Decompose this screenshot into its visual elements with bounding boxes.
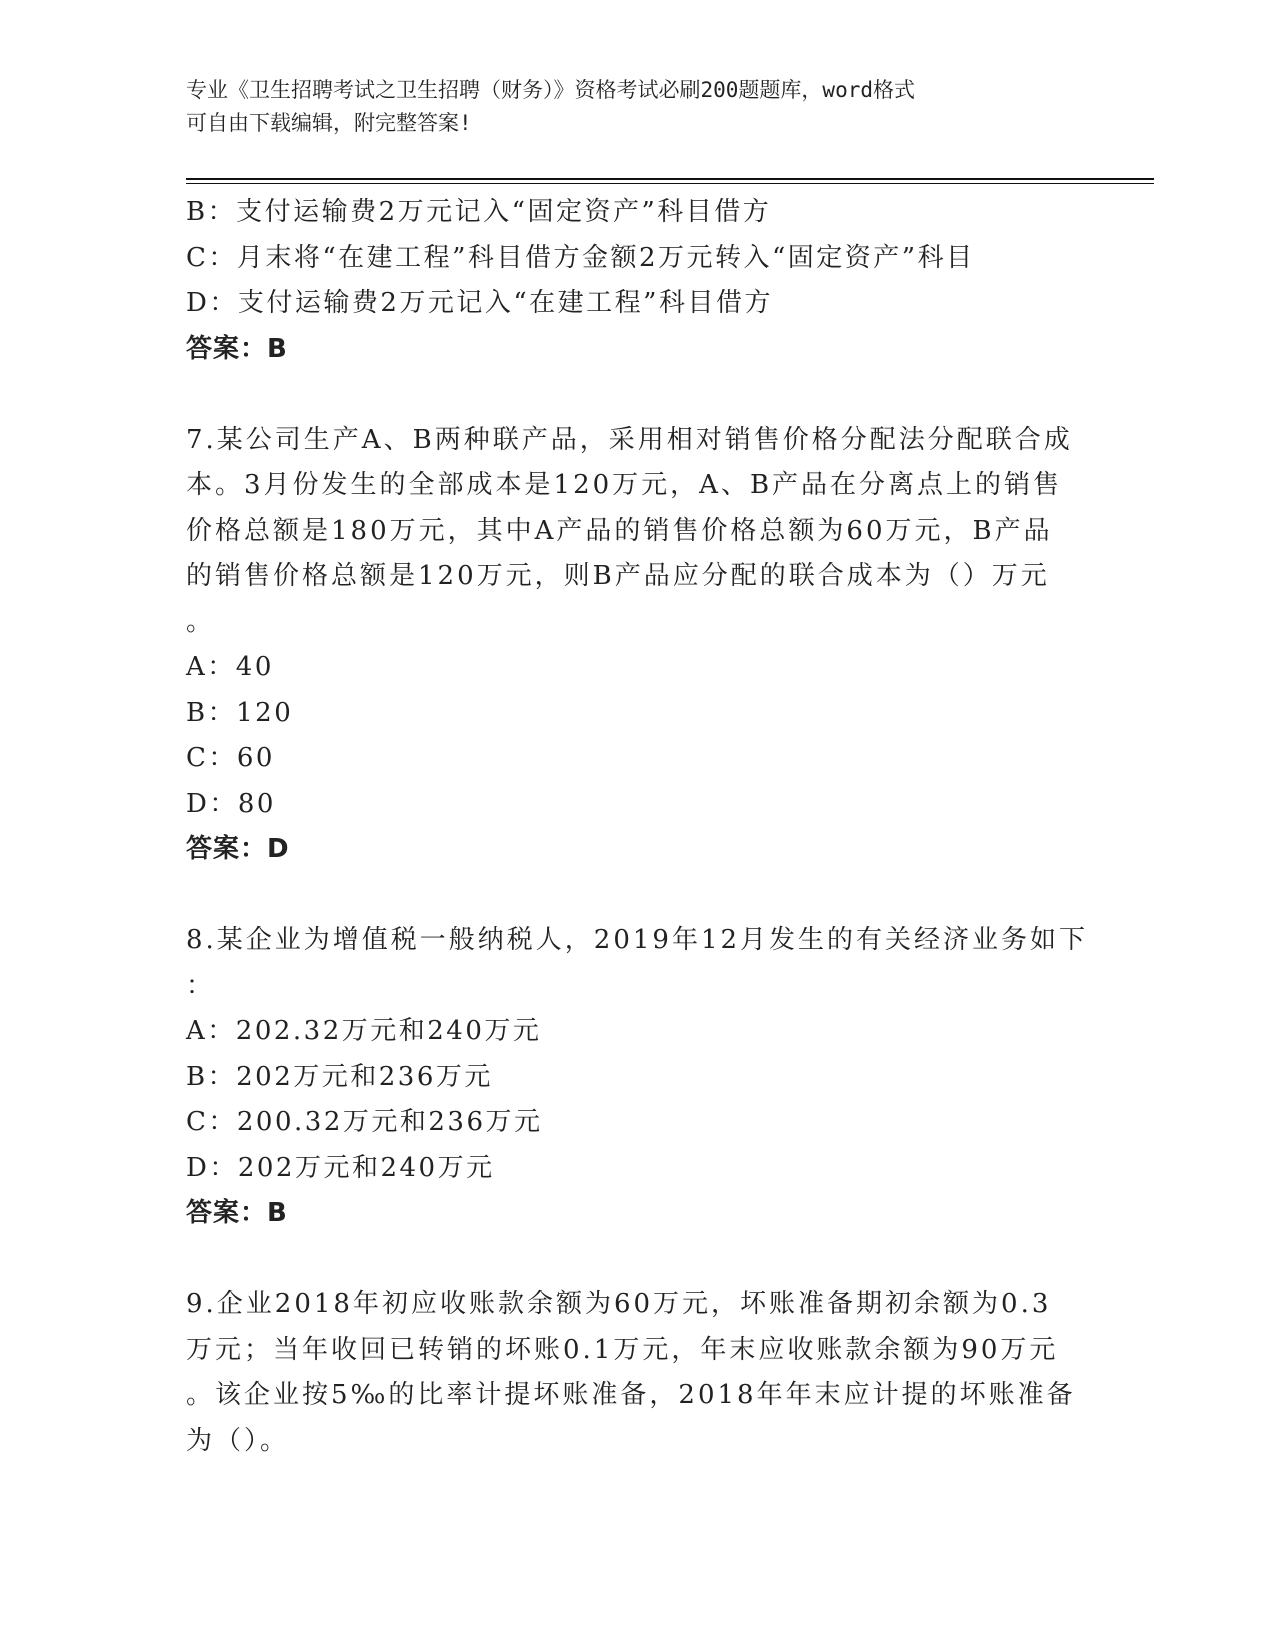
q7-option-a: A：40	[186, 652, 274, 682]
q8-stem-line: 8.某企业为增值税一般纳税人，2019年12月发生的有关经济业务如下	[186, 925, 1089, 955]
header-title-line-1: 专业《卫生招聘考试之卫生招聘（财务）》资格考试必刷200题题库，word格式	[186, 78, 915, 102]
q9-stem	[186, 1282, 1106, 1464]
q7-stem-line: 的销售价格总额是120万元，则B产品应分配的联合成本为（）万元	[186, 561, 1050, 591]
q6-option-d: D：支付运输费2万元记入“在建工程”科目借方	[186, 288, 773, 318]
q9-stem-line: 。该企业按5‰的比率计提坏账准备，2018年年末应计提的坏账准备	[186, 1380, 1076, 1410]
spacer	[186, 372, 1106, 418]
page-header	[186, 74, 1066, 140]
q7-option-c: C：60	[186, 743, 275, 773]
q7-answer: 答案：D	[186, 834, 290, 864]
q9-stem-line: 万元；当年收回已转销的坏账0.1万元，年末应收账款余额为90万元	[186, 1334, 1059, 1365]
question-6-tail	[186, 190, 1106, 372]
q7-stem-line: 7.某公司生产A、B两种联产品，采用相对销售价格分配法分配联合成	[186, 424, 1073, 455]
spacer	[186, 1237, 1106, 1283]
q8-stem	[186, 918, 1106, 1009]
spacer	[186, 873, 1106, 919]
question-8	[186, 918, 1106, 1237]
q6-answer: 答案：B	[186, 333, 288, 364]
question-9	[186, 1282, 1106, 1464]
q7-stem-line: 价格总额是180万元，其中A产品的销售价格总额为60万元，B产品	[186, 515, 1053, 546]
q7-stem-line: 本。3月份发生的全部成本是120万元，A、B产品在分离点上的销售	[186, 470, 1063, 500]
q8-stem-line: ：	[186, 970, 216, 1001]
q8-option-c: C：200.32万元和236万元	[186, 1107, 543, 1137]
q6-option-b: B：支付运输费2万元记入“固定资产”科目借方	[186, 197, 772, 227]
q9-stem-line: 为（）。	[186, 1425, 290, 1456]
header-title-line-2: 可自由下载编辑，附完整答案!	[186, 111, 472, 135]
q8-option-d: D：202万元和240万元	[186, 1152, 495, 1183]
q8-option-a: A：202.32万元和240万元	[186, 1016, 542, 1046]
q7-option-b: B：120	[186, 697, 294, 728]
q7-stem	[186, 418, 1106, 646]
q8-answer: 答案：B	[186, 1198, 288, 1228]
question-7	[186, 418, 1106, 873]
q6-option-c: C：月末将“在建工程”科目借方金额2万元转入“固定资产”科目	[186, 242, 975, 273]
header-divider-thin	[186, 183, 1154, 184]
q7-option-d: D：80	[186, 788, 276, 819]
q8-option-b: B：202万元和236万元	[186, 1061, 493, 1092]
question-content	[186, 190, 1106, 1464]
q9-stem-line: 9.企业2018年初应收账款余额为60万元，坏账准备期初余额为0.3	[186, 1289, 1052, 1319]
q7-stem-line: 。	[186, 606, 216, 637]
header-divider-thick	[186, 178, 1154, 180]
